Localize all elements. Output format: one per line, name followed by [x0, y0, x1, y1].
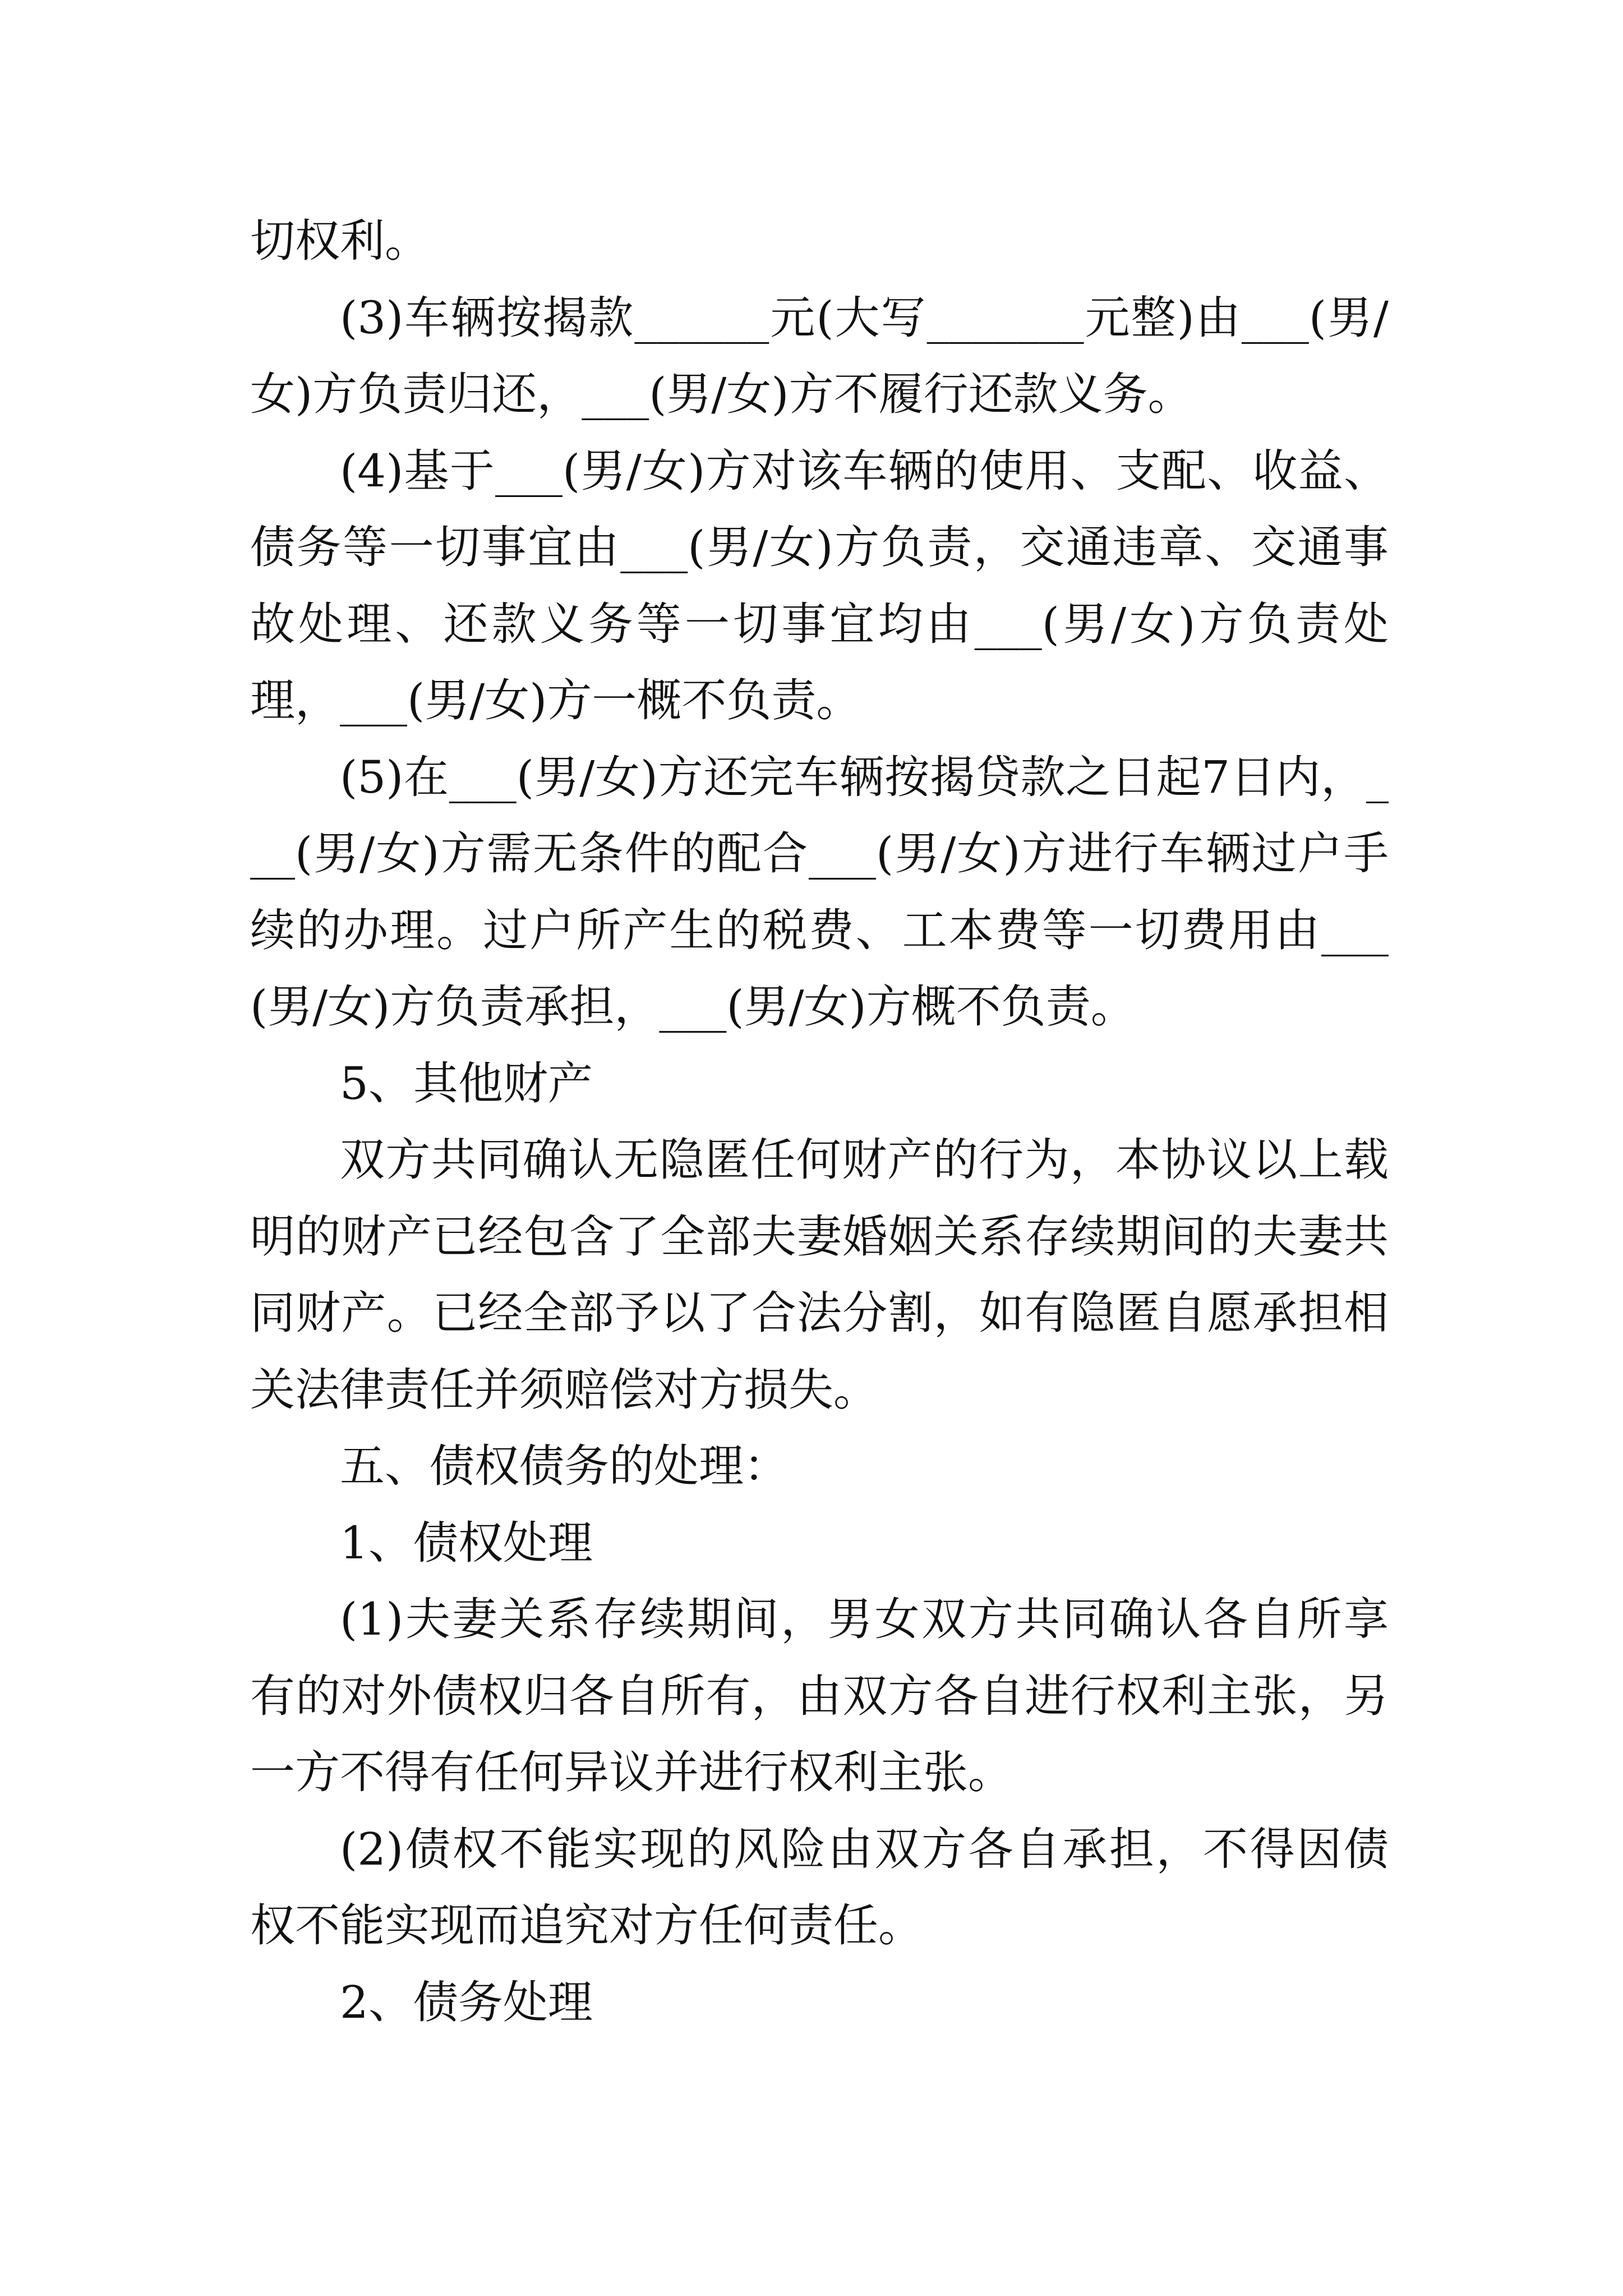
paragraph-continuation: 切权利。: [250, 215, 430, 267]
paragraph-vehicle-responsibility: (4)基于___(男/女)方对该车辆的使用、支配、收益、债务等一切事宜由___(男/女)方负责，交通违章、交通事故处理、还款义务等一切事宜均由___(男/女)方负责处理，___(男/女)方一概不负责。: [250, 444, 1389, 726]
paragraph-claims-ownership: (1)夫妻关系存续期间，男女双方共同确认各自所享有的对外债权归各自所有，由双方各自进行权利主张，另一方不得有任何异议并进行权利主张。: [250, 1593, 1389, 1798]
paragraph-vehicle-transfer: (5)在___(男/女)方还完车辆按揭贷款之日起7日内，___(男/女)方需无条件的配合___(男/女)方进行车辆过户手续的办理。过户所产生的税费、工本费等一切费用由___(男/女)方负责承担，___(男/女)方概不负责。: [250, 751, 1389, 1033]
document-body: [250, 203, 1389, 2041]
heading-claims-handling: 1、债权处理: [340, 1516, 593, 1569]
paragraph-property-confirmation: 双方共同确认无隐匿任何财产的行为，本协议以上载明的财产已经包含了全部夫妻婚姻关系存续期间的夫妻共同财产。已经全部予以了合法分割，如有隐匿自愿承担相关法律责任并须赔偿对方损失。: [250, 1134, 1389, 1416]
paragraph-claims-risk: (2)债权不能实现的风险由双方各自承担，不得因债权不能实现而追究对方任何责任。: [250, 1823, 1389, 1952]
heading-debts-and-claims: 五、债权债务的处理：: [340, 1440, 789, 1492]
paragraph-vehicle-loan-repayment: (3)车辆按揭款______元(大写_______元整)由___(男/女)方负责归还，___(男/女)方不履行还款义务。: [250, 291, 1389, 420]
heading-debt-handling: 2、债务处理: [340, 1976, 593, 2028]
heading-other-property: 5、其他财产: [340, 1057, 593, 1110]
